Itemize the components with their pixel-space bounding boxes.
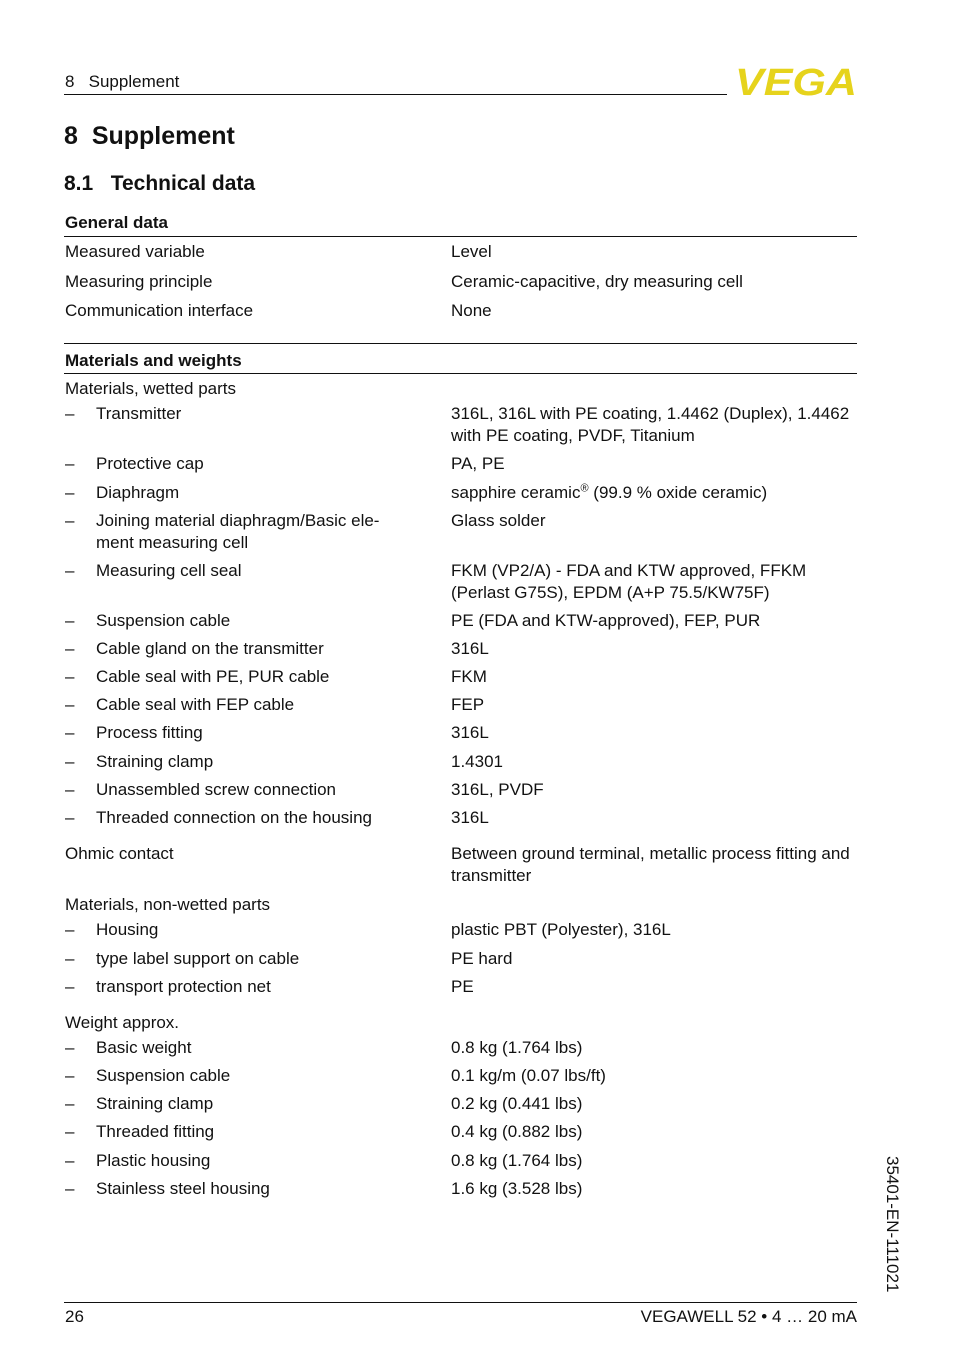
dash-bullet: –: [65, 723, 75, 742]
dash-bullet: –: [65, 1179, 75, 1198]
side-document-code-text: 35401-EN-111021: [883, 1156, 902, 1293]
row-value: Glass solder: [451, 511, 546, 530]
row-value: PA, PE: [451, 454, 505, 473]
group-heading-label: Weight approx.: [65, 1013, 180, 1032]
dash-bullet: –: [65, 511, 75, 530]
row-label: type label support on cable: [96, 949, 300, 968]
row-label: transport protection net: [96, 977, 271, 996]
footer-doc-title: VEGAWELL 52 • 4 … 20 mA: [640, 1307, 857, 1326]
row-value: 0.4 kg (0.882 lbs): [451, 1122, 583, 1141]
row-label: Cable seal with PE, PUR cable: [96, 667, 330, 686]
dash-bullet: –: [65, 920, 75, 939]
row-value: PE (FDA and KTW-approved), FEP, PUR: [451, 611, 761, 630]
row-label: Process fitting: [96, 723, 203, 742]
value-text: sapphire ceramic: [451, 483, 581, 502]
dash-bullet: –: [65, 404, 75, 423]
row-value: Level: [451, 242, 492, 261]
group-heading-label: Materials, wetted parts: [65, 379, 237, 398]
row-label: Cable gland on the transmitter: [96, 639, 324, 658]
row-label: Suspension cable: [96, 611, 231, 630]
dash-bullet: –: [65, 808, 75, 827]
page-number: 26: [65, 1307, 84, 1326]
row-label: Unassembled screw connection: [96, 780, 337, 799]
dash-bullet: –: [65, 667, 75, 686]
row-value: FKM (VP2/A) - FDA and KTW approved, FFKM (Perlast G75S), EPDM (A+P 75.5/KW75F): [451, 561, 807, 602]
dash-bullet: –: [65, 949, 75, 968]
row-value: 0.2 kg (0.441 lbs): [451, 1094, 583, 1113]
row-label: Communication interface: [65, 301, 254, 320]
row-value: None: [451, 301, 492, 320]
row-label: Measuring principle: [65, 272, 213, 291]
row-label: Straining clamp: [96, 752, 214, 771]
dash-bullet: –: [65, 1151, 75, 1170]
row-value: Ceramic-capacitive, dry measuring cell: [451, 272, 743, 291]
row-label: Plastic housing: [96, 1151, 211, 1170]
row-value: [451, 482, 856, 504]
row-value: 316L, PVDF: [451, 780, 544, 799]
row-value: 316L, 316L with PE coating, 1.4462 (Duplex), 1.4462 with PE coating, PVDF, Titanium: [451, 404, 850, 445]
row-label: Measuring cell seal: [96, 561, 242, 580]
dash-bullet: –: [65, 1094, 75, 1113]
dash-bullet: –: [65, 1122, 75, 1141]
row-label: Housing: [96, 920, 159, 939]
running-header-title: Supplement: [88, 72, 180, 91]
row-label: Basic weight: [96, 1038, 192, 1057]
dash-bullet: –: [65, 611, 75, 630]
row-label: Ohmic contact: [65, 844, 174, 863]
row-label: Diaphragm: [96, 483, 180, 502]
materials-table: [64, 0, 857, 1300]
dash-bullet: –: [65, 695, 75, 714]
dash-bullet: –: [65, 483, 75, 502]
row-label: Protective cap: [96, 454, 204, 473]
row-label: Cable seal with FEP cable: [96, 695, 295, 714]
row-value: FEP: [451, 695, 485, 714]
row-value: plastic PBT (Polyester), 316L: [451, 920, 671, 939]
dash-bullet: –: [65, 752, 75, 771]
row-value: PE hard: [451, 949, 513, 968]
dash-bullet: –: [65, 639, 75, 658]
row-label: Measured variable: [65, 242, 205, 261]
row-label: Stainless steel housing: [96, 1179, 270, 1198]
dash-bullet: –: [65, 454, 75, 473]
chapter-heading-title: Supplement: [91, 122, 235, 150]
row-value: Between ground terminal, metallic process fitting and transmitter: [451, 844, 850, 885]
side-document-code: [880, 1156, 902, 1306]
dash-bullet: –: [65, 561, 75, 580]
value-text: (99.9 % oxide ceramic): [588, 483, 768, 502]
footer-rule: [64, 1302, 857, 1303]
dash-bullet: –: [65, 977, 75, 996]
row-value: 0.8 kg (1.764 lbs): [451, 1151, 583, 1170]
row-label: Threaded fitting: [96, 1122, 215, 1141]
dash-bullet: –: [65, 1038, 75, 1057]
row-value: 316L: [451, 723, 489, 742]
row-label: Threaded connection on the housing: [96, 808, 372, 827]
dash-bullet: –: [65, 1066, 75, 1085]
dash-bullet: –: [65, 780, 75, 799]
chapter-heading-number: 8: [64, 122, 78, 150]
row-label: Straining clamp: [96, 1094, 214, 1113]
row-value: PE: [451, 977, 474, 996]
row-value: 0.8 kg (1.764 lbs): [451, 1038, 583, 1057]
materials-title: Materials and weights: [65, 351, 242, 370]
row-label: Suspension cable: [96, 1066, 231, 1085]
row-value: 0.1 kg/m (0.07 lbs/ft): [451, 1066, 606, 1085]
row-label: Joining material diaphragm/Basic ele- ment measuring cell: [96, 511, 380, 552]
row-label: Transmitter: [96, 404, 182, 423]
section-heading-number: 8.1: [64, 172, 94, 195]
group-heading-label: Materials, non-wetted parts: [65, 895, 271, 914]
row-value: 316L: [451, 808, 489, 827]
row-value: 1.6 kg (3.528 lbs): [451, 1179, 583, 1198]
row-value: 1.4301: [451, 752, 503, 771]
registered-mark: ®: [580, 482, 589, 495]
general-data-title: General data: [65, 213, 168, 232]
vega-logo-text: VEGA: [735, 62, 857, 102]
row-value: 316L: [451, 639, 489, 658]
section-heading-title: Technical data: [110, 172, 256, 195]
running-header-chapter: 8: [65, 72, 75, 91]
row-value: FKM: [451, 667, 487, 686]
